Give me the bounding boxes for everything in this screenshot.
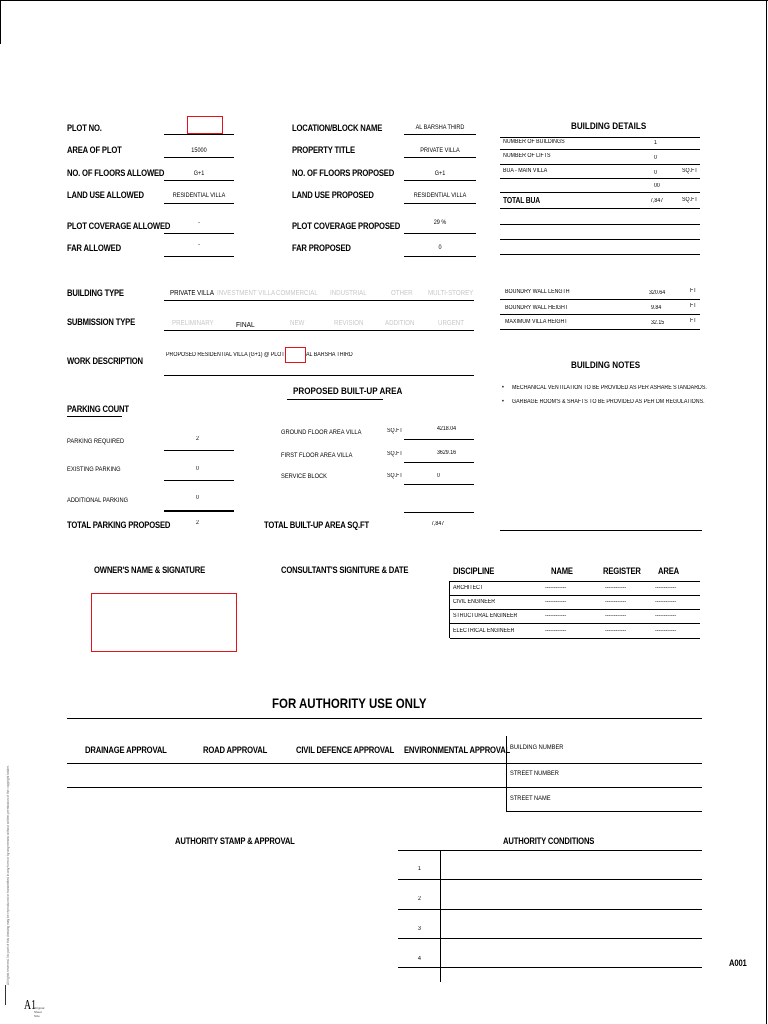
condition-number: 2 xyxy=(418,896,421,902)
far-allowed-underline xyxy=(164,256,234,257)
property-title-underline xyxy=(404,157,476,158)
total-parking-label: TOTAL PARKING PROPOSED xyxy=(67,520,171,530)
bd-row-value: 1 xyxy=(654,140,657,146)
copyright-side-note: All rights reserved. No part of this drawing may be reproduced or transmitted in any form or by any means without written permission of the copyright holder. xyxy=(6,765,10,985)
conditions-line-1 xyxy=(398,879,702,880)
total-bua-value: 7,847 xyxy=(650,198,664,204)
discipline-register: ------------ xyxy=(605,599,627,605)
submission-type-option[interactable]: URGENT xyxy=(438,320,465,327)
builtup-row-value: 3629.16 xyxy=(437,450,457,456)
work-description-label: WORK DESCRIPTION xyxy=(67,356,143,366)
authority-field-label: BUILDING NUMBER xyxy=(510,744,564,751)
work-underline xyxy=(164,375,474,376)
discipline-line-0 xyxy=(450,581,700,582)
authority-line-3 xyxy=(506,811,702,812)
wall-row-value: 9.84 xyxy=(651,305,662,311)
total-builtup-value: 7,847 xyxy=(431,521,445,527)
area-of-plot-value: 15000 xyxy=(191,147,207,154)
builtup-row-label: GROUND FLOOR AREA VILLA xyxy=(281,429,362,436)
wall-row-value: 32.15 xyxy=(651,320,665,326)
bd-row-value: 00 xyxy=(654,183,660,189)
location-underline xyxy=(404,134,476,135)
land-use-proposed-underline xyxy=(404,203,476,204)
builtup-line-0 xyxy=(404,439,474,440)
sheet-number: A001 xyxy=(729,958,747,968)
total-parking-value: 2 xyxy=(196,520,199,526)
additional-parking-label: ADDITIONAL PARKING xyxy=(67,497,129,504)
note-item: GARBAGE ROOM'S & SHAFTS TO BE PROVIDED AS PER DM REGULATIONS. xyxy=(512,399,705,405)
parking-required-label: PARKING REQUIRED xyxy=(67,438,125,445)
building-notes-heading: BUILDING NOTES xyxy=(571,360,641,371)
discipline-header: REGISTER xyxy=(603,566,641,576)
discipline-area: ------------ xyxy=(655,599,677,605)
note-bullet: • xyxy=(502,399,504,405)
conditions-line-4 xyxy=(398,967,702,968)
far-allowed-label: FAR ALLOWED xyxy=(67,243,121,253)
land-use-allowed-label: LAND USE ALLOWED xyxy=(67,190,144,200)
discipline-left-border xyxy=(449,581,450,638)
owner-signature-box[interactable] xyxy=(91,593,237,652)
land-use-proposed-value: RESIDENTIAL VILLA xyxy=(413,192,467,199)
discipline-header: DISCIPLINE xyxy=(453,566,495,576)
floors-allowed-label: NO. OF FLOORS ALLOWED xyxy=(67,168,165,178)
builtup-row-value: 4218.04 xyxy=(437,426,457,432)
bd-line-0 xyxy=(500,137,700,138)
coverage-allowed-label: PLOT COVERAGE ALLOWED xyxy=(67,221,171,231)
builtup-row-label: FIRST FLOOR AREA VILLA xyxy=(281,452,353,459)
land-use-proposed-label: LAND USE PROPOSED xyxy=(292,190,374,200)
wall-row-label: BOUNDRY WALL HEIGHT xyxy=(505,305,569,311)
far-proposed-label: FAR PROPOSED xyxy=(292,243,351,253)
wall-row-label: MAXIMUM VILLA HEIGHT xyxy=(505,319,568,325)
additional-parking-value: 0 xyxy=(196,495,199,501)
submission-type-option[interactable]: PRELIMINARY xyxy=(172,320,214,327)
bd-row-label: BUA - MAIN VILLA xyxy=(503,168,548,174)
discipline-register: ------------ xyxy=(605,613,627,619)
building-type-option[interactable]: MULTI-STOREY xyxy=(428,290,474,297)
conditions-line-3 xyxy=(398,938,702,939)
authority-stamp-label: AUTHORITY STAMP & APPROVAL xyxy=(175,836,295,846)
discipline-person: ------------ xyxy=(545,628,567,634)
discipline-register: ------------ xyxy=(605,628,627,634)
building-type-option[interactable]: OTHER xyxy=(391,290,413,297)
existing-parking-underline xyxy=(164,480,234,481)
discipline-register: ------------ xyxy=(605,585,627,591)
building-type-option[interactable]: INDUSTRIAL xyxy=(330,290,367,297)
note-bullet: • xyxy=(502,385,504,391)
discipline-area: ------------ xyxy=(655,585,677,591)
right-border xyxy=(766,0,767,1024)
authority-top-line xyxy=(67,718,702,719)
coverage-allowed-value: - xyxy=(198,219,200,226)
area-underline xyxy=(164,157,234,158)
note-item: MECHANICAL VENTILATION TO BE PROVIDED AS PER ASHARE STANDARDS. xyxy=(512,385,707,391)
discipline-name: CIVIL ENGINEER xyxy=(453,599,496,605)
wall-line-0 xyxy=(500,299,700,300)
builtup-row-unit: SQ.FT xyxy=(387,451,403,457)
submission-type-label: SUBMISSION TYPE xyxy=(67,317,136,327)
conditions-line-0 xyxy=(398,850,702,851)
approval-label: ROAD APPROVAL xyxy=(203,745,268,755)
approval-label: DRAINAGE APPROVAL xyxy=(85,745,167,755)
submission-type-option[interactable]: REVISION xyxy=(334,320,364,327)
authority-field-label: STREET NAME xyxy=(510,795,551,802)
discipline-line-4 xyxy=(450,638,700,639)
builtup-row-unit: SQ.FT xyxy=(387,473,403,479)
existing-parking-value: 0 xyxy=(196,466,199,472)
wall-line-1 xyxy=(500,314,700,315)
submission-type-underline xyxy=(164,330,474,331)
submission-type-option[interactable]: NEW xyxy=(290,320,305,327)
condition-number: 1 xyxy=(418,866,421,872)
discipline-person: ------------ xyxy=(545,613,567,619)
coverage-proposed-value: 29 % xyxy=(433,219,447,226)
builtup-row-label: SERVICE BLOCK xyxy=(281,473,327,480)
authority-field-label: STREET NUMBER xyxy=(510,770,559,777)
floors-proposed-label: NO. OF FLOORS PROPOSED xyxy=(292,168,395,178)
bd-row-value: 0 xyxy=(654,170,657,176)
wall-row-value: 320.64 xyxy=(649,290,666,296)
consultant-signature-label: CONSULTANT'S SIGNITURE & DATE xyxy=(281,565,409,575)
wall-row-unit: FT xyxy=(690,318,697,324)
location-label: LOCATION/BLOCK NAME xyxy=(292,123,383,133)
builtup-line-3 xyxy=(404,512,474,513)
property-title-label: PROPERTY TITLE xyxy=(292,145,355,155)
discipline-area: ------------ xyxy=(655,613,677,619)
bd-row-unit: SQ.FT xyxy=(682,168,698,174)
authority-conditions-label: AUTHORITY CONDITIONS xyxy=(503,836,595,846)
wall-row-unit: FT xyxy=(690,288,697,294)
bd-row-label: NUMBER OF LIFTS xyxy=(503,153,551,159)
builtup-line-1 xyxy=(404,462,474,463)
wall-row-unit: FT xyxy=(690,303,697,309)
approval-label: ENVIRONMENTAL APPROVAL xyxy=(404,745,511,755)
discipline-line-3 xyxy=(450,623,700,624)
parking-required-value: 2 xyxy=(196,436,199,442)
existing-parking-label: EXISTING PARKING xyxy=(67,466,121,473)
total-bua-label: TOTAL BUA xyxy=(503,196,541,205)
building-details-heading: BUILDING DETAILS xyxy=(571,121,647,132)
left-margin-mark xyxy=(5,985,6,1005)
conditions-line-2 xyxy=(398,909,702,910)
bd-line-1 xyxy=(500,149,700,150)
notes-bottom-line xyxy=(500,530,702,531)
top-border xyxy=(0,0,768,1)
discipline-name: STRUCTURAL ENGINEER xyxy=(453,613,518,619)
discipline-line-2 xyxy=(450,609,700,610)
plot-no-label: PLOT NO. xyxy=(67,123,102,133)
authority-line-1 xyxy=(67,763,702,764)
discipline-name: ELECTRICAL ENGINEER xyxy=(453,628,515,634)
work-plot-field[interactable] xyxy=(285,347,306,363)
conditions-divider xyxy=(440,850,441,982)
building-type-underline xyxy=(164,300,474,301)
builtup-row-unit: SQ.FT xyxy=(387,428,403,434)
bd-line-6 xyxy=(500,224,700,225)
bd-line-5 xyxy=(500,208,700,209)
bd-line-4 xyxy=(500,192,700,193)
discipline-name: ARCHITECT xyxy=(453,585,484,591)
property-title-value: PRIVATE VILLA xyxy=(420,147,460,154)
builtup-heading: PROPOSED BUILT-UP AREA xyxy=(293,386,403,397)
floors-proposed-underline xyxy=(404,180,476,181)
floors-allowed-underline xyxy=(164,180,234,181)
discipline-person: ------------ xyxy=(545,585,567,591)
land-use-allowed-underline xyxy=(164,203,234,204)
coverage-proposed-underline xyxy=(404,233,476,234)
bd-line-2 xyxy=(500,164,700,165)
sheet-size: A1 xyxy=(24,998,36,1013)
authority-heading: FOR AUTHORITY USE ONLY xyxy=(272,695,427,711)
bd-row-value: 0 xyxy=(654,155,657,161)
plot-no-underline xyxy=(164,134,234,135)
builtup-line-2 xyxy=(404,484,474,485)
approval-label: CIVIL DEFENCE APPROVAL xyxy=(296,745,395,755)
work-description-text: PROPOSED RESIDENTIAL VILLA (G+1) @ PLOT xyxy=(166,352,285,358)
discipline-person: ------------ xyxy=(545,599,567,605)
total-bua-unit: SQ.FT xyxy=(682,197,698,203)
wall-row-label: BOUNDRY WALL LENGTH xyxy=(505,289,570,295)
sheet-size-note: Original Sheet Size xyxy=(34,1006,45,1018)
work-location: AL BARSHA THIRD xyxy=(306,352,353,358)
parking-heading-underline xyxy=(67,416,122,417)
builtup-heading-underline xyxy=(287,399,383,400)
discipline-header: NAME xyxy=(551,566,573,576)
parking-required-underline xyxy=(164,450,234,451)
floors-allowed-value: G+1 xyxy=(193,170,205,177)
owner-signature-label: OWNER'S NAME & SIGNATURE xyxy=(94,565,206,575)
bd-row-label: NUMBER OF BUILDINGS xyxy=(503,139,565,145)
authority-line-2 xyxy=(67,787,702,788)
building-type-selected[interactable]: PRIVATE VILLA xyxy=(170,290,214,297)
building-type-label: BUILDING TYPE xyxy=(67,288,124,298)
submission-type-selected[interactable]: FINAL xyxy=(236,320,255,329)
building-type-option[interactable]: INVESTMENT VILLA xyxy=(217,290,276,297)
floors-proposed-value: G+1 xyxy=(434,170,446,177)
coverage-proposed-label: PLOT COVERAGE PROPOSED xyxy=(292,221,401,231)
condition-number: 3 xyxy=(418,926,421,932)
parking-heading: PARKING COUNT xyxy=(67,404,129,414)
land-use-allowed-value: RESIDENTIAL VILLA xyxy=(172,192,226,199)
total-builtup-label: TOTAL BUILT-UP AREA SQ.FT xyxy=(264,520,369,530)
bd-line-8 xyxy=(500,254,700,255)
condition-number: 4 xyxy=(418,956,421,962)
far-proposed-underline xyxy=(404,256,476,257)
far-allowed-value: - xyxy=(198,241,200,248)
submission-type-option[interactable]: ADDITION xyxy=(385,320,415,327)
wall-line-2 xyxy=(500,329,700,330)
area-of-plot-label: AREA OF PLOT xyxy=(67,145,122,155)
authority-fields-divider xyxy=(506,736,507,812)
discipline-line-1 xyxy=(450,595,700,596)
discipline-header: AREA xyxy=(658,566,679,576)
coverage-allowed-underline xyxy=(164,233,234,234)
building-type-option[interactable]: COMMERCIAL xyxy=(276,290,318,297)
bd-line-3 xyxy=(500,178,700,179)
builtup-row-value: 0 xyxy=(437,473,440,479)
left-border-top xyxy=(0,0,1,44)
bd-line-7 xyxy=(500,239,700,240)
location-value: AL BARSHA THIRD xyxy=(415,124,465,131)
plot-no-field[interactable] xyxy=(187,116,223,134)
far-proposed-value: 0 xyxy=(438,244,442,251)
additional-parking-underline xyxy=(164,510,234,512)
discipline-area: ------------ xyxy=(655,628,677,634)
